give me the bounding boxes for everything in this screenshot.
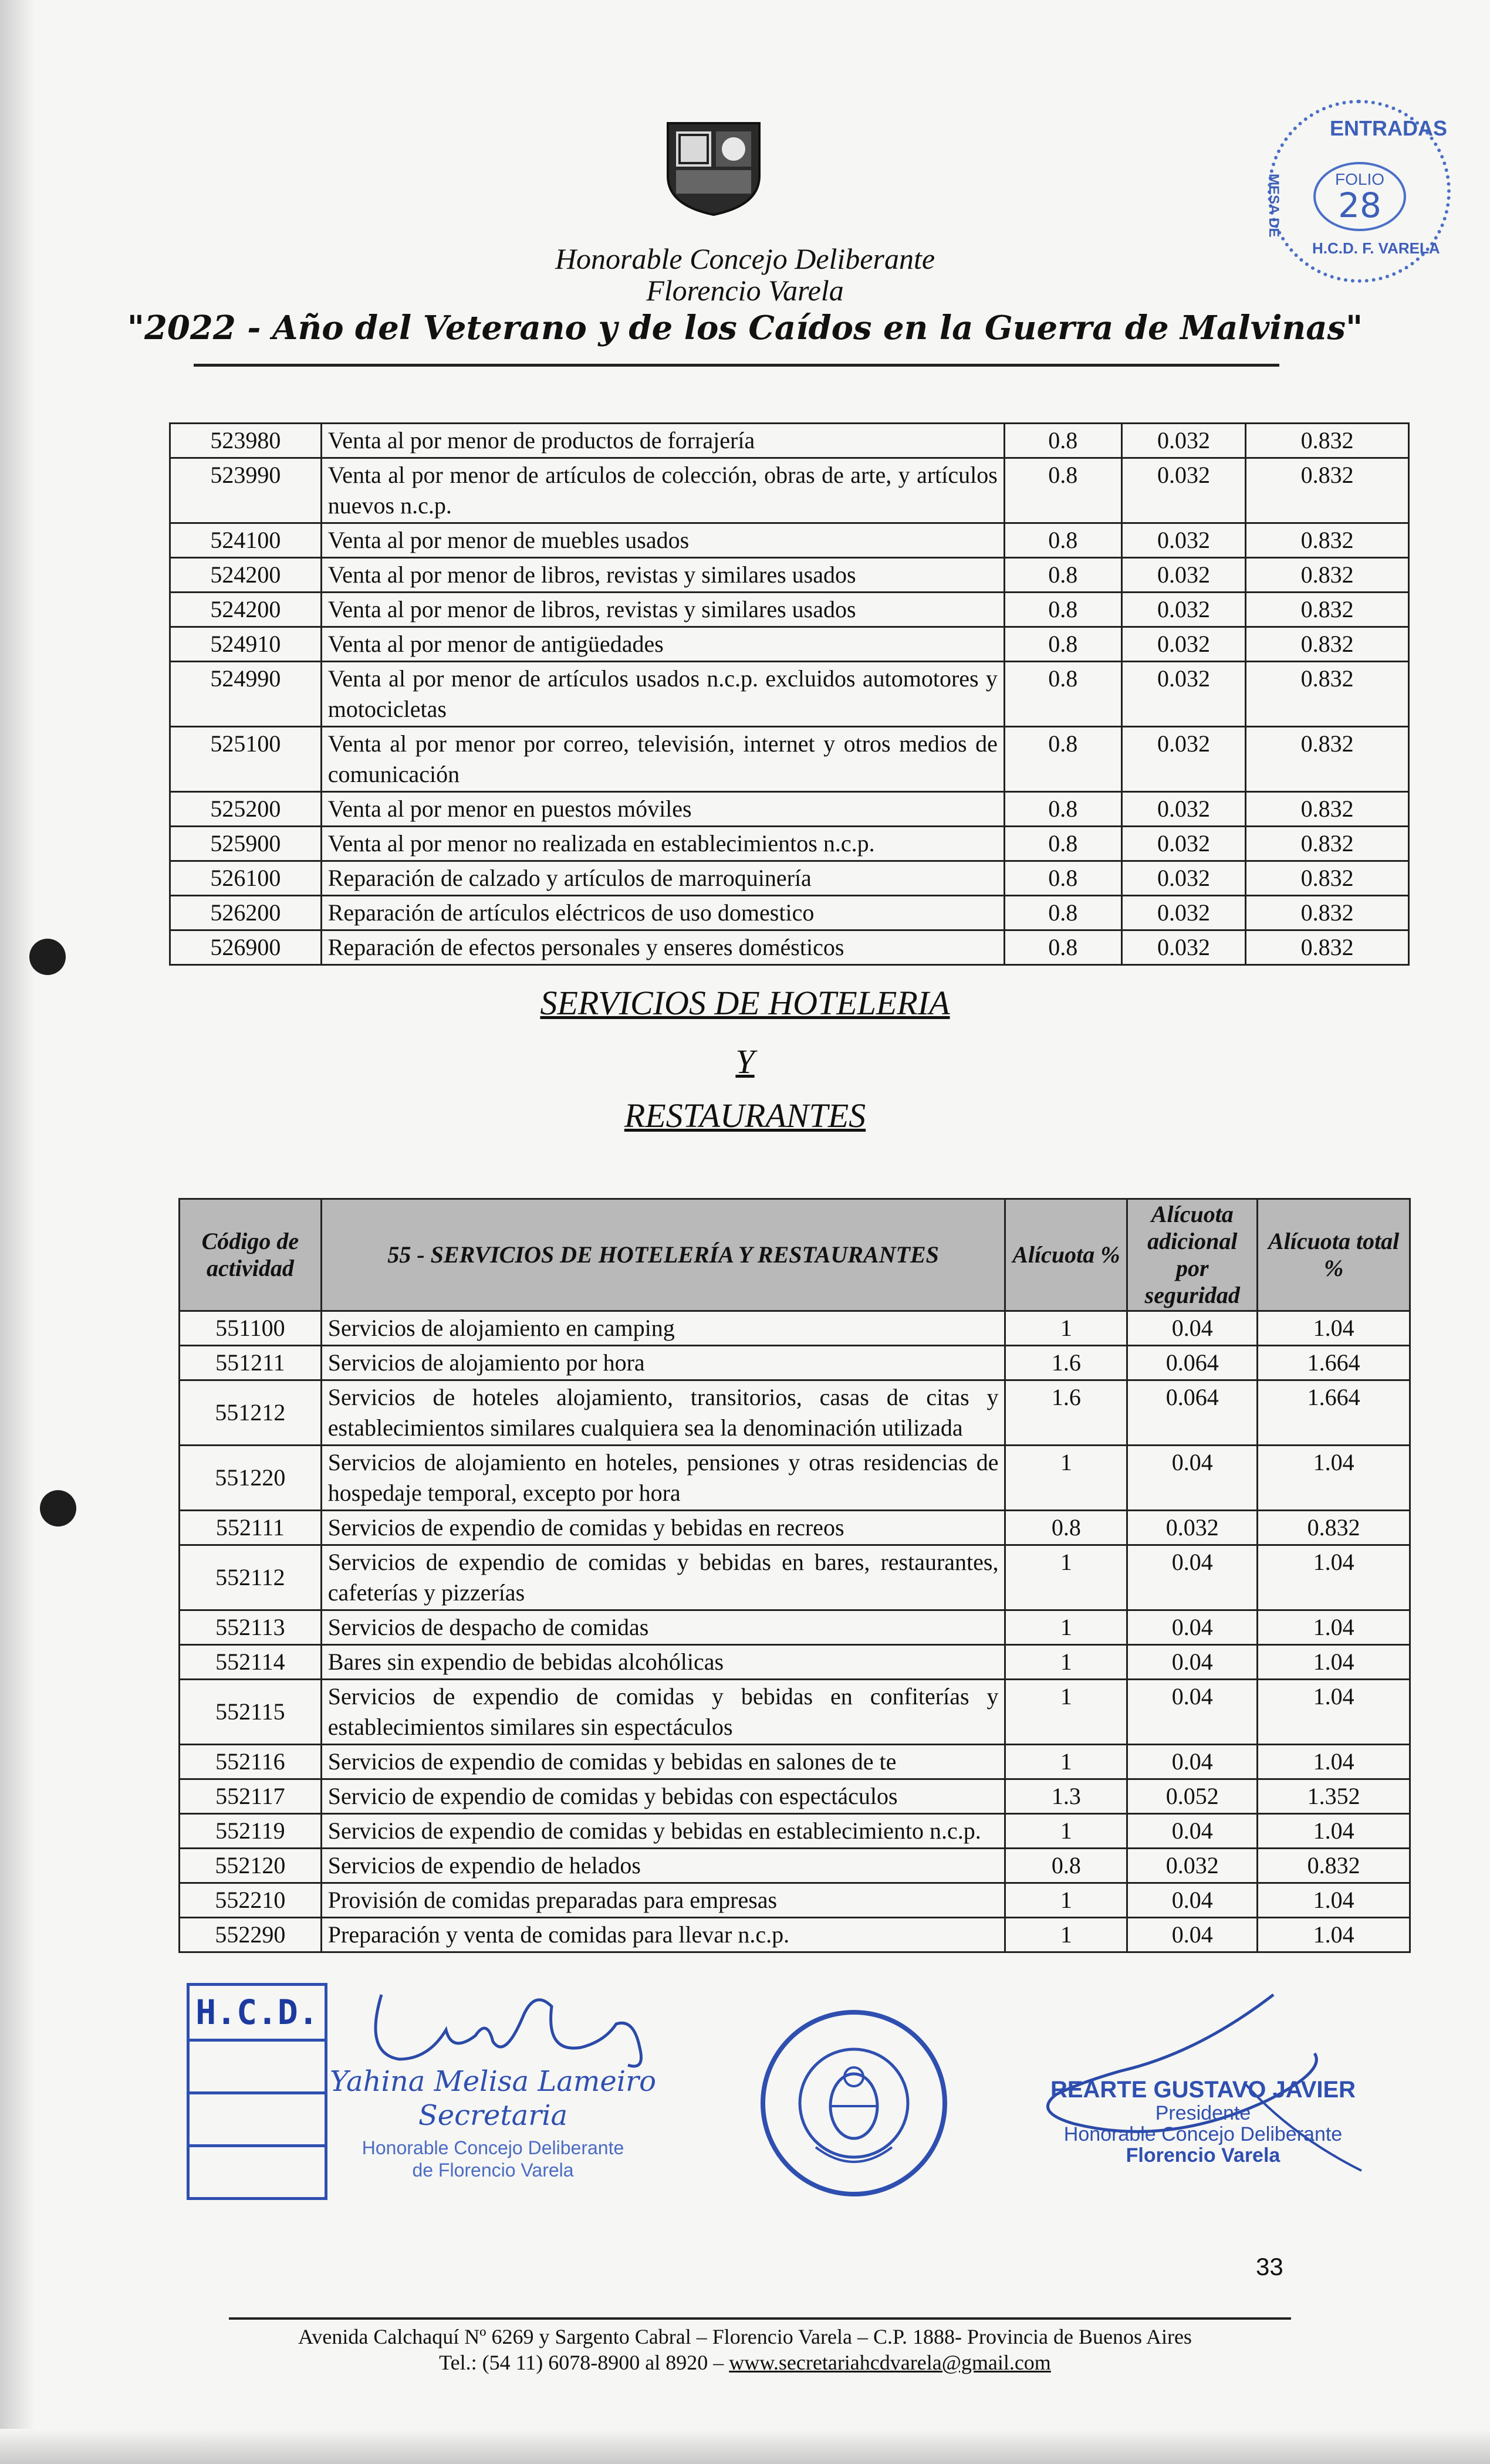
activity-code: 552114 [180, 1645, 322, 1680]
municipal-crest-logo [656, 117, 771, 217]
stamp-bottom-text: H.C.D. F. VARELA [1312, 239, 1440, 257]
activity-description: Venta al por menor de antigüedades [321, 627, 1004, 662]
total-rate-cell: 0.832 [1246, 792, 1409, 827]
table-row [180, 1446, 1410, 1511]
total-rate-cell: 0.832 [1246, 727, 1409, 792]
activity-description: Reparación de efectos personales y enseres domésticos [321, 930, 1004, 965]
rate-cell: 0.8 [1004, 792, 1121, 827]
rate-cell: 1.6 [1005, 1346, 1127, 1380]
footer-rule [229, 2317, 1291, 2320]
rate-cell: 1 [1005, 1311, 1127, 1346]
activity-code: 552116 [180, 1745, 322, 1779]
total-rate-cell: 1.04 [1258, 1645, 1410, 1680]
activity-code: 552210 [180, 1883, 322, 1918]
activity-description: Venta al por menor de productos de forrajería [321, 424, 1004, 458]
security-rate-cell: 0.032 [1121, 424, 1246, 458]
security-rate-cell: 0.04 [1127, 1446, 1258, 1511]
table-row [180, 1380, 1410, 1446]
table-row [170, 662, 1409, 727]
president-role: Presidente [1155, 2102, 1251, 2124]
rate-cell: 0.8 [1004, 558, 1121, 593]
security-rate-cell: 0.032 [1121, 727, 1246, 792]
section-title: SERVICIOS DE HOTELERIA [540, 984, 950, 1022]
table-row [180, 1883, 1410, 1918]
stamp-side-text: MESA DE [1266, 174, 1282, 238]
rate-cell: 1 [1005, 1918, 1127, 1952]
activity-code: 552290 [180, 1918, 322, 1952]
table-header-row [180, 1199, 1410, 1311]
president-stamp [1039, 2077, 1367, 2166]
security-rate-cell: 0.04 [1127, 1814, 1258, 1849]
total-rate-cell: 0.832 [1246, 662, 1409, 727]
president-org-line2: Florencio Varela [1126, 2144, 1280, 2167]
header-description: 55 - SERVICIOS DE HOTELERÍA Y RESTAURANTES [321, 1199, 1005, 1311]
hcd-box-row [190, 2094, 325, 2147]
activity-code: 551100 [180, 1311, 322, 1346]
activity-description: Servicios de alojamiento en hoteles, pensiones y otras residencias de hospedaje temporal, excepto por hora [321, 1446, 1005, 1511]
stamp-folio-label: FOLIO [1334, 170, 1384, 188]
security-rate-cell: 0.032 [1121, 593, 1246, 627]
activity-code: 526900 [170, 930, 322, 965]
secretary-org-line1: Honorable Concejo Deliberante [361, 2137, 624, 2158]
activity-description: Reparación de calzado y artículos de marroquinería [321, 861, 1004, 896]
activity-description: Preparación y venta de comidas para llevar n.c.p. [321, 1918, 1005, 1952]
total-rate-cell: 0.832 [1246, 593, 1409, 627]
activity-description: Servicios de alojamiento en camping [321, 1311, 1005, 1346]
rate-cell: 1.6 [1005, 1380, 1127, 1446]
table-row [170, 896, 1409, 930]
stamp-folio-number: 28 [1338, 185, 1381, 225]
security-rate-cell: 0.04 [1127, 1918, 1258, 1952]
total-rate-cell: 1.04 [1258, 1446, 1410, 1511]
security-rate-cell: 0.04 [1127, 1545, 1258, 1610]
scan-left-shadow [0, 0, 35, 2464]
total-rate-cell: 1.04 [1258, 1918, 1410, 1952]
activity-description: Servicios de expendio de comidas y bebidas en bares, restaurantes, cafeterías y pizzerías [321, 1545, 1005, 1610]
rate-cell: 1 [1005, 1446, 1127, 1511]
header-rule [194, 364, 1279, 367]
security-rate-cell: 0.032 [1121, 896, 1246, 930]
total-rate-cell: 0.832 [1258, 1511, 1410, 1545]
activity-table-retail [169, 422, 1410, 966]
section-title-subtitle: RESTAURANTES [624, 1096, 866, 1135]
security-rate-cell: 0.032 [1121, 827, 1246, 861]
table-row [180, 1645, 1410, 1680]
total-rate-cell: 1.664 [1258, 1380, 1410, 1446]
table-row [180, 1511, 1410, 1545]
security-rate-cell: 0.032 [1121, 792, 1246, 827]
activity-code: 552111 [180, 1511, 322, 1545]
table-row [180, 1779, 1410, 1814]
activity-description: Servicios de expendio de comidas y bebidas en salones de te [321, 1745, 1005, 1779]
total-rate-cell: 1.04 [1258, 1680, 1410, 1745]
activity-description: Provisión de comidas preparadas para empresas [321, 1883, 1005, 1918]
activity-description: Servicios de expendio de comidas y bebidas en confiterías y establecimientos similares sin espectáculos [321, 1680, 1005, 1745]
header-total-rate: Alícuota total % [1258, 1199, 1410, 1311]
total-rate-cell: 1.664 [1258, 1346, 1410, 1380]
rate-cell: 0.8 [1004, 458, 1121, 523]
president-org-line1: Honorable Concejo Deliberante [1063, 2123, 1343, 2145]
activity-code: 552117 [180, 1779, 322, 1814]
table-row [180, 1346, 1410, 1380]
activity-description: Venta al por menor de muebles usados [321, 523, 1004, 558]
activity-code: 523990 [170, 458, 322, 523]
header-city: Florencio Varela [646, 274, 844, 307]
activity-description: Venta al por menor por correo, televisión, internet y otros medios de comunicación [321, 727, 1004, 792]
total-rate-cell: 0.832 [1258, 1849, 1410, 1883]
punch-hole [40, 1490, 76, 1527]
rate-cell: 1 [1005, 1680, 1127, 1745]
activity-description: Venta al por menor de libros, revistas y similares usados [321, 558, 1004, 593]
total-rate-cell: 0.832 [1246, 523, 1409, 558]
rate-cell: 0.8 [1004, 930, 1121, 965]
security-rate-cell: 0.032 [1127, 1511, 1258, 1545]
activity-description: Servicios de expendio de comidas y bebidas en establecimiento n.c.p. [321, 1814, 1005, 1849]
security-rate-cell: 0.052 [1127, 1779, 1258, 1814]
security-rate-cell: 0.04 [1127, 1311, 1258, 1346]
rate-cell: 0.8 [1005, 1849, 1127, 1883]
total-rate-cell: 0.832 [1246, 930, 1409, 965]
president-name: REARTE GUSTAVO JAVIER [1050, 2077, 1356, 2103]
rate-cell: 0.8 [1004, 424, 1121, 458]
activity-description: Venta al por menor en puestos móviles [321, 792, 1004, 827]
activity-code: 524200 [170, 593, 322, 627]
activity-code: 551211 [180, 1346, 322, 1380]
council-round-seal [757, 2006, 951, 2200]
hcd-box-row [190, 2147, 325, 2197]
security-rate-cell: 0.04 [1127, 1645, 1258, 1680]
activity-code: 552113 [180, 1610, 322, 1645]
stamp-folio [1313, 162, 1406, 231]
rate-cell: 1 [1005, 1545, 1127, 1610]
activity-code: 524990 [170, 662, 322, 727]
scan-bottom-shadow [0, 2429, 1490, 2464]
hcd-box-label: H.C.D. [190, 1986, 325, 2042]
security-rate-cell: 0.032 [1121, 627, 1246, 662]
header-motto: "2022 - Año del Veterano y de los Caídos en la Guerra de Malvinas" [127, 309, 1363, 347]
stamp-top-text: ENTRADAS [1330, 116, 1448, 140]
activity-description: Servicios de despacho de comidas [321, 1610, 1005, 1645]
table-row [180, 1814, 1410, 1849]
secretary-name: Yahina Melisa Lameiro [329, 2065, 656, 2098]
activity-description: Servicios de hoteles alojamiento, transitorios, casas de citas y establecimientos similares cualquiera sea la denominación utilizada [321, 1380, 1005, 1446]
activity-code: 552112 [180, 1545, 322, 1610]
table-row [180, 1545, 1410, 1610]
activity-code: 552115 [180, 1680, 322, 1745]
total-rate-cell: 0.832 [1246, 424, 1409, 458]
total-rate-cell: 1.04 [1258, 1610, 1410, 1645]
hcd-box-row [190, 2042, 325, 2094]
activity-description: Servicios de alojamiento por hora [321, 1346, 1005, 1380]
table-row [170, 861, 1409, 896]
security-rate-cell: 0.032 [1121, 861, 1246, 896]
activity-description: Venta al por menor de artículos usados n.c.p. excluidos automotores y motocicletas [321, 662, 1004, 727]
activity-code: 551220 [180, 1446, 322, 1511]
activity-code: 526100 [170, 861, 322, 896]
rate-cell: 1 [1005, 1745, 1127, 1779]
security-rate-cell: 0.032 [1121, 458, 1246, 523]
activity-table-hotels-restaurants [178, 1198, 1411, 1953]
header-institution: Honorable Concejo Deliberante [555, 242, 935, 275]
total-rate-cell: 1.04 [1258, 1883, 1410, 1918]
security-rate-cell: 0.032 [1121, 558, 1246, 593]
security-rate-cell: 0.064 [1127, 1346, 1258, 1380]
rate-cell: 0.8 [1004, 896, 1121, 930]
page-number: 33 [1256, 2253, 1283, 2280]
rate-cell: 0.8 [1005, 1511, 1127, 1545]
secretary-role: Secretaria [418, 2099, 568, 2132]
table-row [170, 523, 1409, 558]
rate-cell: 0.8 [1004, 861, 1121, 896]
rate-cell: 1 [1005, 1814, 1127, 1849]
rate-cell: 1.3 [1005, 1779, 1127, 1814]
table-row [170, 458, 1409, 523]
total-rate-cell: 0.832 [1246, 827, 1409, 861]
security-rate-cell: 0.04 [1127, 1745, 1258, 1779]
table-row [170, 792, 1409, 827]
secretary-org-line2: de Florencio Varela [412, 2160, 574, 2181]
security-rate-cell: 0.032 [1121, 662, 1246, 727]
punch-hole [29, 939, 66, 975]
security-rate-cell: 0.032 [1121, 930, 1246, 965]
table-row [170, 558, 1409, 593]
activity-code: 551212 [180, 1380, 322, 1446]
table-row [180, 1610, 1410, 1645]
total-rate-cell: 0.832 [1246, 458, 1409, 523]
total-rate-cell: 1.04 [1258, 1814, 1410, 1849]
table-row [180, 1918, 1410, 1952]
header-code: Código de actividad [180, 1199, 322, 1311]
table-row [170, 930, 1409, 965]
security-rate-cell: 0.04 [1127, 1610, 1258, 1645]
activity-description: Bares sin expendio de bebidas alcohólicas [321, 1645, 1005, 1680]
footer-contact [0, 2350, 1490, 2375]
table-row [180, 1849, 1410, 1883]
security-rate-cell: 0.04 [1127, 1680, 1258, 1745]
total-rate-cell: 1.352 [1258, 1779, 1410, 1814]
rate-cell: 1 [1005, 1610, 1127, 1645]
table-row [170, 827, 1409, 861]
table-row [180, 1311, 1410, 1346]
secretary-handwritten-signature [358, 1983, 663, 2071]
activity-code: 525200 [170, 792, 322, 827]
total-rate-cell: 1.04 [1258, 1545, 1410, 1610]
activity-code: 525100 [170, 727, 322, 792]
activity-description: Venta al por menor de artículos de colección, obras de arte, y artículos nuevos n.c.p. [321, 458, 1004, 523]
rate-cell: 1 [1005, 1883, 1127, 1918]
activity-description: Servicios de expendio de comidas y bebidas en recreos [321, 1511, 1005, 1545]
section-title-connector: Y [735, 1043, 755, 1081]
security-rate-cell: 0.032 [1127, 1849, 1258, 1883]
table-row [170, 424, 1409, 458]
total-rate-cell: 0.832 [1246, 896, 1409, 930]
security-rate-cell: 0.032 [1121, 523, 1246, 558]
security-rate-cell: 0.04 [1127, 1883, 1258, 1918]
activity-code: 552119 [180, 1814, 322, 1849]
footer-email-link[interactable]: www.secretariahcdvarela@gmail.com [729, 2351, 1051, 2374]
activity-code: 523980 [170, 424, 322, 458]
rate-cell: 0.8 [1004, 593, 1121, 627]
total-rate-cell: 0.832 [1246, 627, 1409, 662]
table-row [180, 1680, 1410, 1745]
activity-code: 524200 [170, 558, 322, 593]
footer-phone: Tel.: (54 11) 6078-8900 al 8920 – [439, 2351, 729, 2374]
entry-stamp [1268, 100, 1451, 283]
activity-code: 525900 [170, 827, 322, 861]
total-rate-cell: 0.832 [1246, 558, 1409, 593]
table-row [170, 627, 1409, 662]
activity-description: Venta al por menor no realizada en establecimientos n.c.p. [321, 827, 1004, 861]
security-rate-cell: 0.064 [1127, 1380, 1258, 1446]
header-security-rate: Alícuota adicional por seguridad [1127, 1199, 1258, 1311]
activity-description: Servicios de expendio de helados [321, 1849, 1005, 1883]
rate-cell: 0.8 [1004, 662, 1121, 727]
rate-cell: 0.8 [1004, 627, 1121, 662]
activity-description: Reparación de artículos eléctricos de uso domestico [321, 896, 1004, 930]
table-row [180, 1745, 1410, 1779]
activity-code: 524100 [170, 523, 322, 558]
table-row [170, 727, 1409, 792]
table-row [170, 593, 1409, 627]
header-rate: Alícuota % [1005, 1199, 1127, 1311]
rate-cell: 0.8 [1004, 727, 1121, 792]
total-rate-cell: 1.04 [1258, 1745, 1410, 1779]
total-rate-cell: 1.04 [1258, 1311, 1410, 1346]
activity-code: 526200 [170, 896, 322, 930]
secretary-org [329, 2137, 657, 2181]
activity-code: 552120 [180, 1849, 322, 1883]
total-rate-cell: 0.832 [1246, 861, 1409, 896]
hcd-stamp-box [187, 1983, 327, 2200]
activity-description: Servicio de expendio de comidas y bebidas con espectáculos [321, 1779, 1005, 1814]
activity-description: Venta al por menor de libros, revistas y similares usados [321, 593, 1004, 627]
rate-cell: 0.8 [1004, 523, 1121, 558]
footer-address: Avenida Calchaquí Nº 6269 y Sargento Cabral – Florencio Varela – C.P. 1888- Provincia de Buenos Aires [298, 2325, 1192, 2348]
rate-cell: 0.8 [1004, 827, 1121, 861]
rate-cell: 1 [1005, 1645, 1127, 1680]
activity-code: 524910 [170, 627, 322, 662]
